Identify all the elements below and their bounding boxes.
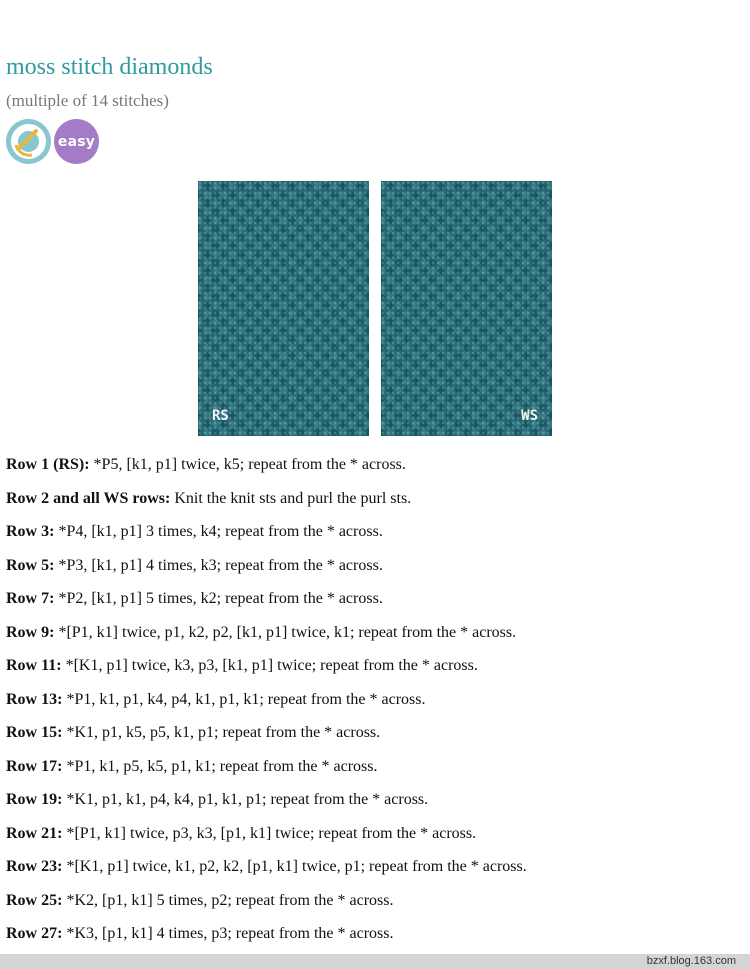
instruction-row (6, 656, 746, 690)
row-label: Row 5: (6, 556, 55, 574)
instruction-row (6, 857, 746, 891)
easy-badge: easy (54, 119, 99, 164)
instruction-row (6, 455, 746, 489)
row-text: *P4, [k1, p1] 3 times, k4; repeat from the * across. (54, 523, 383, 540)
swatch-label-rs: RS (212, 408, 229, 424)
row-label: Row 2 and all WS rows: (6, 489, 171, 507)
row-text: *P1, k1, p1, k4, p4, k1, p1, k1; repeat from the * across. (62, 690, 426, 708)
instruction-row (6, 623, 746, 657)
row-text: *P3, [k1, p1] 4 times, k3; repeat from the * across. (54, 556, 383, 574)
row-label: Row 21: (6, 824, 63, 842)
row-label: Row 15: (6, 724, 63, 741)
page-title: moss stitch diamonds (6, 54, 213, 80)
row-text: *K1, p1, k5, p5, k1, p1; repeat from the * across. (62, 724, 381, 741)
instruction-row (6, 489, 746, 523)
instruction-row (6, 924, 746, 958)
swatch-label-ws: WS (521, 408, 538, 424)
footer-bar (0, 954, 750, 969)
row-label: Row 3: (6, 523, 55, 540)
instruction-row (6, 556, 746, 590)
row-text: *K1, p1, k1, p4, k4, p1, k1, p1; repeat from the * across. (62, 791, 429, 808)
instruction-row (6, 589, 746, 623)
swatch-photo-ws (381, 181, 552, 436)
row-label: Row 27: (6, 925, 63, 942)
page-subtitle: (multiple of 14 stitches) (6, 91, 169, 110)
row-label: Row 7: (6, 590, 55, 607)
instruction-row (6, 891, 746, 925)
instruction-row (6, 824, 746, 858)
watermark-text: bzxf.blog.163.com (646, 955, 736, 967)
row-label: Row 19: (6, 791, 63, 808)
instruction-row (6, 757, 746, 791)
row-text: *[K1, p1] twice, k3, p3, [k1, p1] twice; repeat from the * across. (61, 657, 478, 674)
row-label: Row 25: (6, 891, 63, 909)
instruction-list (6, 455, 746, 958)
row-text: Knit the knit sts and purl the purl sts. (170, 489, 412, 507)
row-text: *[P1, k1] twice, p1, k2, p2, [k1, p1] twice, k1; repeat from the * across. (54, 623, 517, 641)
row-text: *P2, [k1, p1] 5 times, k2; repeat from the * across. (54, 590, 383, 607)
instruction-row (6, 522, 746, 556)
row-text: *P5, [k1, p1] twice, k5; repeat from the * across. (89, 456, 406, 473)
row-label: Row 11: (6, 657, 62, 674)
instruction-row (6, 690, 746, 724)
row-label: Row 17: (6, 757, 63, 775)
instruction-row (6, 723, 746, 757)
row-text: *K2, [p1, k1] 5 times, p2; repeat from the * across. (62, 891, 394, 909)
row-text: *K3, [p1, k1] 4 times, p3; repeat from the * across. (62, 925, 394, 942)
circular-arrows-icon-graphic (6, 119, 51, 164)
row-text: *[P1, k1] twice, p3, k3, [p1, k1] twice; repeat from the * across. (62, 824, 477, 842)
row-label: Row 1 (RS): (6, 456, 90, 473)
row-label: Row 9: (6, 623, 55, 641)
row-text: *P1, k1, p5, k5, p1, k1; repeat from the * across. (62, 757, 378, 775)
row-text: *[K1, p1] twice, k1, p2, k2, [p1, k1] twice, p1; repeat from the * across. (62, 858, 527, 875)
row-label: Row 23: (6, 858, 63, 875)
circular-arrows-icon (6, 119, 51, 164)
instruction-row (6, 790, 746, 824)
swatch-photo-rs (198, 181, 369, 436)
row-label: Row 13: (6, 690, 63, 708)
